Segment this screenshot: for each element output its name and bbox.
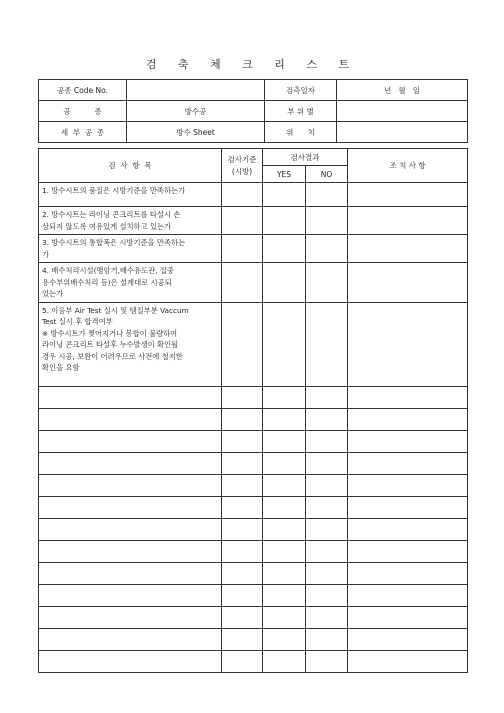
item-cell[interactable] xyxy=(39,386,222,408)
action-cell[interactable] xyxy=(348,518,468,540)
standard-cell[interactable] xyxy=(222,518,263,540)
action-cell[interactable] xyxy=(348,650,468,672)
action-cell[interactable] xyxy=(348,302,468,386)
item-cell[interactable] xyxy=(39,518,222,540)
no-cell[interactable] xyxy=(306,430,348,452)
item-cell[interactable] xyxy=(39,474,222,496)
empty-row xyxy=(39,474,468,496)
location-value[interactable] xyxy=(337,122,468,143)
yes-cell[interactable] xyxy=(263,302,306,386)
standard-cell[interactable] xyxy=(222,263,263,303)
header-info-table xyxy=(38,79,468,143)
yes-cell[interactable] xyxy=(263,263,306,303)
checklist-row xyxy=(39,235,468,263)
action-cell[interactable] xyxy=(348,496,468,518)
empty-row xyxy=(39,562,468,584)
yes-cell[interactable] xyxy=(263,386,306,408)
no-cell[interactable] xyxy=(306,518,348,540)
empty-row xyxy=(39,386,468,408)
action-cell[interactable] xyxy=(348,474,468,496)
yes-cell[interactable] xyxy=(263,606,306,628)
location-label: 위 치 xyxy=(265,122,337,143)
no-column-header: NO xyxy=(306,166,348,183)
action-cell[interactable] xyxy=(348,562,468,584)
standard-cell[interactable] xyxy=(222,302,263,386)
empty-row xyxy=(39,584,468,606)
no-cell[interactable] xyxy=(306,606,348,628)
yes-cell[interactable] xyxy=(263,628,306,650)
action-cell[interactable] xyxy=(348,452,468,474)
no-cell[interactable] xyxy=(306,235,348,263)
item-cell[interactable] xyxy=(39,606,222,628)
checklist-row xyxy=(39,302,468,386)
standard-cell[interactable] xyxy=(222,628,263,650)
no-cell[interactable] xyxy=(306,496,348,518)
yes-cell[interactable] xyxy=(263,452,306,474)
empty-row xyxy=(39,452,468,474)
no-cell[interactable] xyxy=(306,650,348,672)
no-cell[interactable] xyxy=(306,562,348,584)
standard-header-line2: (시방) xyxy=(231,166,253,176)
no-cell[interactable] xyxy=(306,584,348,606)
item-cell[interactable] xyxy=(39,540,222,562)
page-title: 검 축 체 크 리 스 트 xyxy=(145,58,359,71)
checklist-item-text: 2. 방수시트는 라이닝 콘크리트를 타설시 손 상되지 않도록 여유있게 설치하고 있는가 xyxy=(39,207,222,235)
yes-cell[interactable] xyxy=(263,207,306,235)
checklist-row xyxy=(39,207,468,235)
item-cell[interactable] xyxy=(39,452,222,474)
action-cell[interactable] xyxy=(348,386,468,408)
empty-row xyxy=(39,606,468,628)
action-cell[interactable] xyxy=(348,430,468,452)
no-cell[interactable] xyxy=(306,474,348,496)
standard-cell[interactable] xyxy=(222,496,263,518)
no-cell[interactable] xyxy=(306,540,348,562)
checklist-item-text: 4. 배수처리시설(맹암거,배수유도관, 집중 용수부위배수처리 등)은 설계대로 시공되 었는가 xyxy=(39,263,222,303)
work-code-value[interactable] xyxy=(127,80,265,101)
empty-row xyxy=(39,628,468,650)
standard-cell[interactable] xyxy=(222,540,263,562)
inspection-date-label: 검측일자 xyxy=(265,80,337,101)
yes-cell[interactable] xyxy=(263,408,306,430)
inspection-date-value[interactable]: 년 월 일 xyxy=(337,80,468,101)
action-cell[interactable] xyxy=(348,408,468,430)
standard-cell[interactable] xyxy=(222,235,263,263)
empty-row xyxy=(39,650,468,672)
work-type-label: 공 종 xyxy=(39,101,127,122)
no-cell[interactable] xyxy=(306,386,348,408)
header-row-detail xyxy=(39,122,468,143)
action-cell[interactable] xyxy=(348,584,468,606)
item-cell[interactable] xyxy=(39,496,222,518)
action-cell[interactable] xyxy=(348,207,468,235)
action-cell[interactable] xyxy=(348,235,468,263)
detail-work-type-value[interactable]: 방수 Sheet xyxy=(127,122,265,143)
empty-row xyxy=(39,408,468,430)
standard-cell[interactable] xyxy=(222,650,263,672)
empty-row xyxy=(39,518,468,540)
checklist-row xyxy=(39,263,468,303)
yes-cell[interactable] xyxy=(263,562,306,584)
header-row-work-type xyxy=(39,101,468,122)
yes-cell[interactable] xyxy=(263,540,306,562)
checklist-row xyxy=(39,183,468,207)
checklist-item-text: 3. 방수시트의 통합폭은 시방기준을 만족하는 가 xyxy=(39,235,222,263)
no-cell[interactable] xyxy=(306,183,348,207)
yes-cell[interactable] xyxy=(263,518,306,540)
no-cell[interactable] xyxy=(306,628,348,650)
items-column-header: 검 사 항 목 xyxy=(39,149,222,183)
standard-header-line1: 검사기준 xyxy=(227,154,257,164)
standard-cell[interactable] xyxy=(222,562,263,584)
standard-cell[interactable] xyxy=(222,474,263,496)
header-row-code xyxy=(39,80,468,101)
no-cell[interactable] xyxy=(306,452,348,474)
item-cell[interactable] xyxy=(39,584,222,606)
work-type-value[interactable]: 방수공 xyxy=(127,101,265,122)
yes-cell[interactable] xyxy=(263,235,306,263)
yes-cell[interactable] xyxy=(263,183,306,207)
action-column-header: 조 치 사 항 xyxy=(348,149,468,183)
checklist-item-text: 1. 방수시트의 품질은 시방기준을 만족하는가 xyxy=(39,183,222,207)
no-cell[interactable] xyxy=(306,263,348,303)
item-cell[interactable] xyxy=(39,562,222,584)
detail-work-type-label: 세 부 공 종 xyxy=(39,122,127,143)
empty-row xyxy=(39,496,468,518)
action-cell[interactable] xyxy=(348,628,468,650)
section-value[interactable] xyxy=(337,101,468,122)
yes-cell[interactable] xyxy=(263,474,306,496)
checklist-header-row xyxy=(39,149,468,166)
action-cell[interactable] xyxy=(348,263,468,303)
empty-row xyxy=(39,430,468,452)
yes-cell[interactable] xyxy=(263,584,306,606)
no-cell[interactable] xyxy=(306,408,348,430)
work-code-label: 공종 Code No. xyxy=(39,80,127,101)
standard-cell[interactable] xyxy=(222,408,263,430)
item-cell[interactable] xyxy=(39,408,222,430)
result-column-header: 검사결과 xyxy=(263,149,348,166)
standard-cell[interactable] xyxy=(222,386,263,408)
no-cell[interactable] xyxy=(306,207,348,235)
standard-cell[interactable] xyxy=(222,430,263,452)
empty-row xyxy=(39,540,468,562)
no-cell[interactable] xyxy=(306,302,348,386)
checklist-item-text: 5. 이음부 Air Test 실시 및 템질부분 Vaccum Test 실시 후 합격여부 ※ 방수시트가 찢어지거나 봉합이 불량하여 라이닝 콘크리트 타설후 누수발생이 확인될 경우 시공, 보완이 어려우므로 사전에 철저한 확인을 요함 xyxy=(39,302,222,386)
yes-cell[interactable] xyxy=(263,650,306,672)
checklist-table xyxy=(38,148,468,673)
item-cell[interactable] xyxy=(39,430,222,452)
action-cell[interactable] xyxy=(348,606,468,628)
yes-column-header: YES xyxy=(263,166,306,183)
section-label: 부 위 별 xyxy=(265,101,337,122)
standard-cell[interactable] xyxy=(222,207,263,235)
yes-cell[interactable] xyxy=(263,430,306,452)
standard-cell[interactable] xyxy=(222,606,263,628)
standard-cell[interactable] xyxy=(222,452,263,474)
standard-cell[interactable] xyxy=(222,183,263,207)
item-cell[interactable] xyxy=(39,650,222,672)
item-cell[interactable] xyxy=(39,628,222,650)
yes-cell[interactable] xyxy=(263,496,306,518)
standard-cell[interactable] xyxy=(222,584,263,606)
action-cell[interactable] xyxy=(348,183,468,207)
action-cell[interactable] xyxy=(348,540,468,562)
standard-column-header xyxy=(222,149,263,183)
